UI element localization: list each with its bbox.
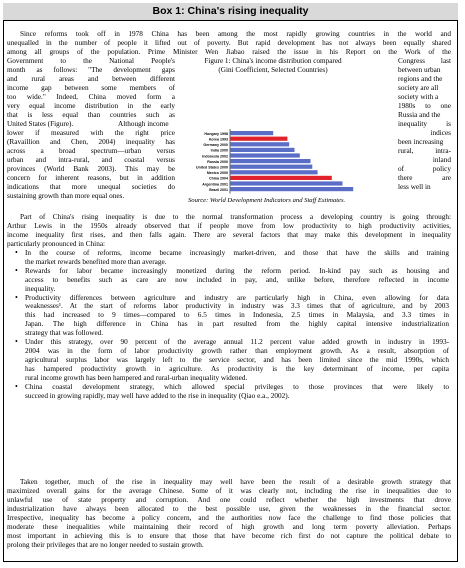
intro-right-line: Russia and the	[398, 111, 441, 119]
intro-right-line: society are all	[398, 84, 439, 92]
category-label: Indonesia 2002	[202, 154, 228, 159]
bar-russia-2000	[231, 159, 311, 163]
factor-line: Japan. The high difference in China has in part resulted from the highly capital intensive industrialization	[25, 320, 449, 329]
intro-line: urban and intra-rural, and coastal versus	[7, 156, 175, 164]
factor-line: rural income growth has been hampered and rural-urban inequality widened.	[25, 373, 248, 382]
factor-item	[25, 383, 449, 401]
para3-line: Irrespective, inequality has become a policy concern, and the authorities now face the challenge to find those policies that	[7, 514, 451, 522]
intro-line: Government to the National People's	[7, 57, 175, 65]
factor-line: the market rewards benefited more than average.	[25, 257, 167, 266]
factor-line: • In the course of reforms, income became increasingly market-driven, and those that have the skills and training	[25, 249, 449, 257]
para3-line: maximized overall gains for the average Chinese. Some of it was clearly not, including the rise in inequalities due to	[7, 487, 451, 495]
category-label: Korea 1993	[208, 137, 228, 142]
intro-line: Although income	[118, 120, 169, 128]
factor-line: has hampered productivity growth in agriculture. As productivity is the key determinant of income, per capita	[25, 364, 449, 373]
para3-line: moderate these inequalities while maintaining their record of high growth and long term poverty alleviation. Perhaps	[7, 523, 451, 531]
intro-line: United States (Figure).	[7, 120, 74, 128]
intro-right-line: been increasing	[398, 138, 444, 146]
intro-right-line: inequality is	[398, 120, 451, 128]
figure-subtitle: (Gini Coefficient, Selected Countries)	[218, 65, 328, 74]
intro-right-line: between urban	[398, 66, 441, 74]
factor-line: • Rewards for labor became increasingly monetized during the reform period. In-kind pay such as housing and	[25, 266, 449, 275]
intro-right-line: indices	[430, 129, 451, 137]
factor-line: 2004 was in the form of labor productivity growth rather than employment growth. As a result, absorption of	[25, 346, 449, 355]
category-label: China 2004	[209, 176, 228, 181]
box-title: Box 1: China's rising inequality	[3, 3, 458, 21]
intro-line: that is less equal than countries such as	[7, 111, 175, 119]
factor-line: inequality.	[25, 284, 56, 293]
bar-mexico-2000	[231, 170, 318, 174]
bar-korea-1993	[231, 137, 288, 141]
intro-right-line: there are	[398, 174, 451, 182]
para3-line: industrialization have always been allocated to the best possible use, given the weaknesses in the financial sector.	[7, 505, 451, 513]
factor-line: • Productivity differences between agriculture and industry are particularly high in China, even allowing for data	[25, 293, 449, 302]
para2-line: Arthur Lewis in the 1950s already observed that if people move from low productivity to high productivity activities,	[7, 222, 451, 230]
gini-bar-chart	[178, 57, 368, 197]
factor-line: this had increased to 9 times—compared to 6.5 times in Indonesia, 2.5 times in Malaysia, and 3.3 times in	[25, 311, 449, 320]
intro-line: very equal income distribution in the early	[7, 102, 175, 110]
bar-brazil-2001	[231, 187, 354, 191]
intro-line: Since reforms took off in 1978 China has been among the most rapidly growing countries in the world and	[20, 30, 451, 38]
bar-china-2004	[231, 176, 332, 180]
factor-line: • China coastal development strategy, which allowed special privileges to those provinces that were likely to	[25, 382, 449, 391]
category-label: Mexico 2000	[206, 171, 228, 176]
para2-line: Part of China's rising inequality is due to the normal transformation process a developing country is going through:	[20, 213, 451, 221]
intro-line: indications that more unequal societies do	[7, 183, 175, 191]
figure-title-text: Figure 1: China's income distribution compared	[204, 57, 342, 65]
bar-argentina-2001	[231, 181, 343, 185]
bar-germany-2000	[231, 142, 290, 146]
factor-list	[25, 249, 449, 400]
factor-line: access to benefits such as care are now included in pay, and, unlike before, therefore reflected in income	[25, 275, 449, 284]
intro-line: among all groups of the population. Prime Minister Wen Jiabao raised the issue in his Report on the Work of the	[7, 48, 451, 56]
intro-line: across a broad spectrum—urban versus	[7, 147, 175, 155]
para3-line: unlawful use of state property and corruption. And one could reflect whether the high investments that drove	[7, 496, 451, 504]
intro-right-line: of policy	[398, 165, 451, 173]
para3-line: prolong their privileges that are no longer needed to sustain growth.	[7, 541, 204, 549]
category-label: Hungary 1998	[204, 131, 228, 136]
factor-line: agricultural surplus labor was largely left to the service sector, and has been limited since the mid 1990s, which	[25, 355, 449, 364]
factor-line: • Under this strategy, over 90 percent of the average annual 11.2 percent value added growth in industry in 1993-	[25, 338, 449, 347]
intro-line: unequalled in the number of people it lifted out of poverty. But rapid development has not always been equally shared	[7, 39, 451, 47]
bar-indonesia-2002	[231, 153, 300, 157]
intro-line: provinces (World Bank 2003). This may be	[7, 165, 175, 173]
intro-line: month as follows: "The development gaps	[7, 66, 175, 74]
category-label: United States 2000	[196, 165, 228, 170]
intro-right-line: Congress last	[398, 57, 451, 65]
intro-right-line: inland	[432, 156, 451, 164]
category-label: Brazil 2001	[209, 187, 228, 192]
para3-line: Taken together, much of the rise in inequality may well have been the result of a desirable growth strategy that	[20, 478, 451, 486]
bar-hungary-1998	[231, 131, 274, 135]
intro-line: income gap between some members of	[7, 84, 175, 92]
figure-1	[178, 57, 368, 219]
factor-line: succeed in growing rapidly, may well have added to the rise in inequality (Qiao e.a., 2002).	[25, 391, 290, 400]
intro-right-line: less well in	[398, 183, 431, 191]
intro-right-line: regions and the	[398, 75, 443, 83]
category-label: Russia 2000	[207, 159, 228, 164]
category-label: India 2000	[210, 148, 228, 153]
factor-line: strategy that was followed.	[25, 329, 104, 338]
category-label: Argentina 2001	[202, 182, 228, 187]
intro-right-line: rural, intra-	[398, 147, 451, 155]
bar-united-states-2000	[231, 165, 313, 169]
para2-line: particularly pronounced in China:	[7, 240, 106, 248]
intro-line: too wide." Indeed, China moved form a	[7, 93, 175, 101]
factor-line: weaknesses¹. At the start of reforms labor productivity in industry was 3.3 times that of agriculture, and by 2003	[25, 302, 449, 311]
intro-right-line: 1980s to one	[398, 102, 451, 110]
category-label: Germany 2000	[203, 143, 228, 148]
intro-line: concern for inherent reasons, but in addition	[7, 174, 175, 182]
para2-line: income inequality first rises, and then falls again. There are several factors that may make this development in inequality	[7, 231, 451, 239]
factor-item	[25, 249, 449, 267]
figure-source: Source: World Development Indicators and Staff Estimates.	[188, 197, 346, 204]
intro-line: and rural areas and between different	[7, 75, 175, 83]
intro-line: lower if measured with the right price	[7, 129, 175, 137]
intro-right-line: society with a	[398, 93, 439, 101]
factor-item	[25, 267, 449, 294]
bar-india-2000	[231, 148, 295, 152]
intro-line: sustaining growth than more equal ones.	[7, 192, 125, 200]
intro-line: (Ravaillion and Chen, 2004) inequality has	[7, 138, 175, 146]
para3-line: most important in achieving this is to ensure that those that have become rich first do not capture the political debate to	[7, 532, 451, 540]
factor-item	[25, 294, 449, 339]
factor-item	[25, 338, 449, 383]
